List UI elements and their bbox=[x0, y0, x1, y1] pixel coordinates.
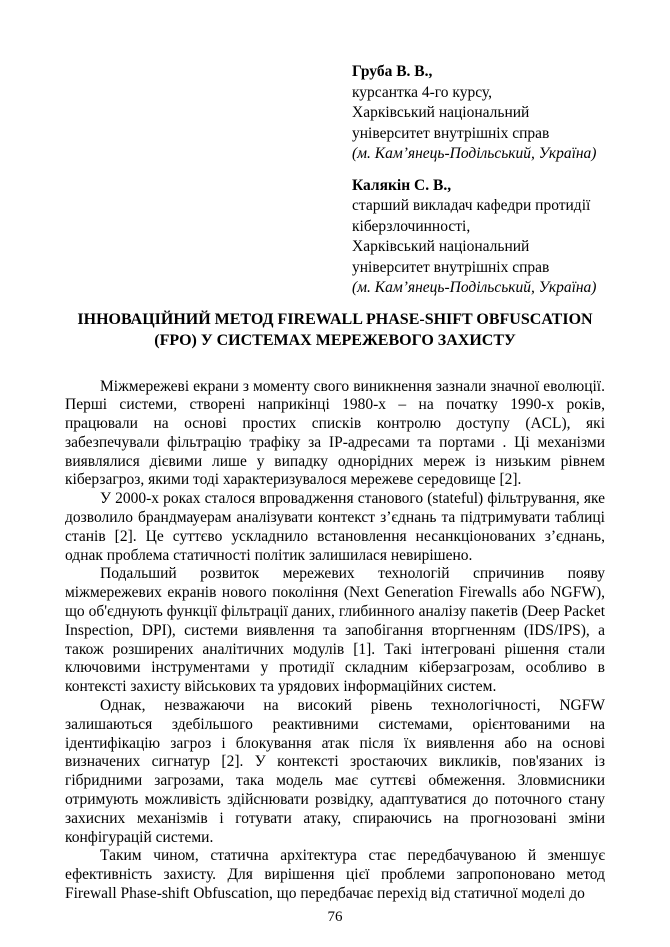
article-title-line-1: ІННОВАЦІЙНИЙ МЕТОД FIREWALL PHASE-SHIFT OBFUSCATION bbox=[77, 310, 593, 328]
author-name: Груба В. В., bbox=[352, 63, 433, 80]
paragraph-1: Міжмережеві екрани з моменту свого виникнення зазнали значної еволюції. Перші системи, створені наприкінці 1980-х – на початку 1990-х років, працювали на основі простих списків контролю доступу (ACL), які забезпечували фільтрацію трафіку за IP-адресами та портами . Ці механізми виявлялися дієвими лише у випадку однорідних мереж із низьким рівнем кіберзагроз, якими тоді характеризувалося мережеве середовище [2]. bbox=[65, 377, 605, 489]
author-location: (м. Кам’янець-Подільський, Україна) bbox=[352, 279, 597, 296]
author-role-line: університет внутрішніх справ bbox=[352, 124, 550, 142]
author-role-line: Харківський національний bbox=[352, 238, 530, 255]
paragraph-3: Подальший розвиток мережевих технологій спричинив появу міжмережевих екранів нового покоління (Next Generation Firewalls або NGFW), що об'єднують функції фільтрації даних, глибинного аналізу пакетів (Deep Packet Inspection, DPI), системи виявлення та запобігання вторгненням (IDS/IPS), а також розширених аналітичних модулів [1]. Такі інтегровані рішення стали ключовими інструментами у протидії складним кіберзагрозам, особливо в контексті захисту військових та урядових інформаційних систем. bbox=[65, 565, 605, 696]
author-role-line: старший викладач кафедри протидії bbox=[352, 197, 591, 214]
author-block-2 bbox=[352, 176, 605, 299]
author-name: Калякін С. В., bbox=[352, 176, 452, 194]
authors-section bbox=[352, 62, 605, 299]
author-role-line: курсантка 4-го курсу, bbox=[352, 83, 492, 101]
author-role-line: кіберзлочинності, bbox=[352, 217, 471, 235]
author-role-line: Харківський національний bbox=[352, 104, 530, 121]
paragraph-5: Таким чином, статична архітектура стає передбачуваною й зменшує ефективність захисту. Для вирішення цієї проблеми запропоновано метод Firewall Phase-shift Obfuscation, що передбачає перехід від статичної моделі до bbox=[65, 847, 605, 903]
article-title bbox=[65, 309, 605, 352]
page-number: 76 bbox=[327, 908, 343, 925]
author-block-1 bbox=[352, 62, 605, 165]
author-role-line: університет внутрішніх справ bbox=[352, 258, 550, 276]
paragraph-2: У 2000-х роках сталося впровадження станового (stateful) фільтрування, яке дозволило брандмауерам аналізувати контекст з’єднань та підтримувати таблиці станів [2]. Це суттєво ускладнило встановлення несанкціонованих з’єднань, однак проблема статичності політик залишилася невирішено. bbox=[65, 490, 605, 564]
article-title-line-2: (FPO) У СИСТЕМАХ МЕРЕЖЕВОГО ЗАХИСТУ bbox=[154, 332, 516, 349]
author-location: (м. Кам’янець-Подільський, Україна) bbox=[352, 145, 597, 162]
paragraph-4: Однак, незважаючи на високий рівень технологічності, NGFW залишаються здебільшого реактивними системами, орієнтованими на ідентифікацію загроз і блокування атак після їх виявлення або на основі визначених сигнатур [2]. У контексті зростаючих викликів, пов'язаних із гібридними загрозами, така модель має суттєві обмеження. Зловмисники отримують можливість здійснювати розвідку, адаптуватися до поточного стану захисних механізмів і готувати атаку, спираючись на прогнозовані зміни конфігурацій системи. bbox=[65, 697, 605, 846]
article-body bbox=[65, 378, 605, 904]
